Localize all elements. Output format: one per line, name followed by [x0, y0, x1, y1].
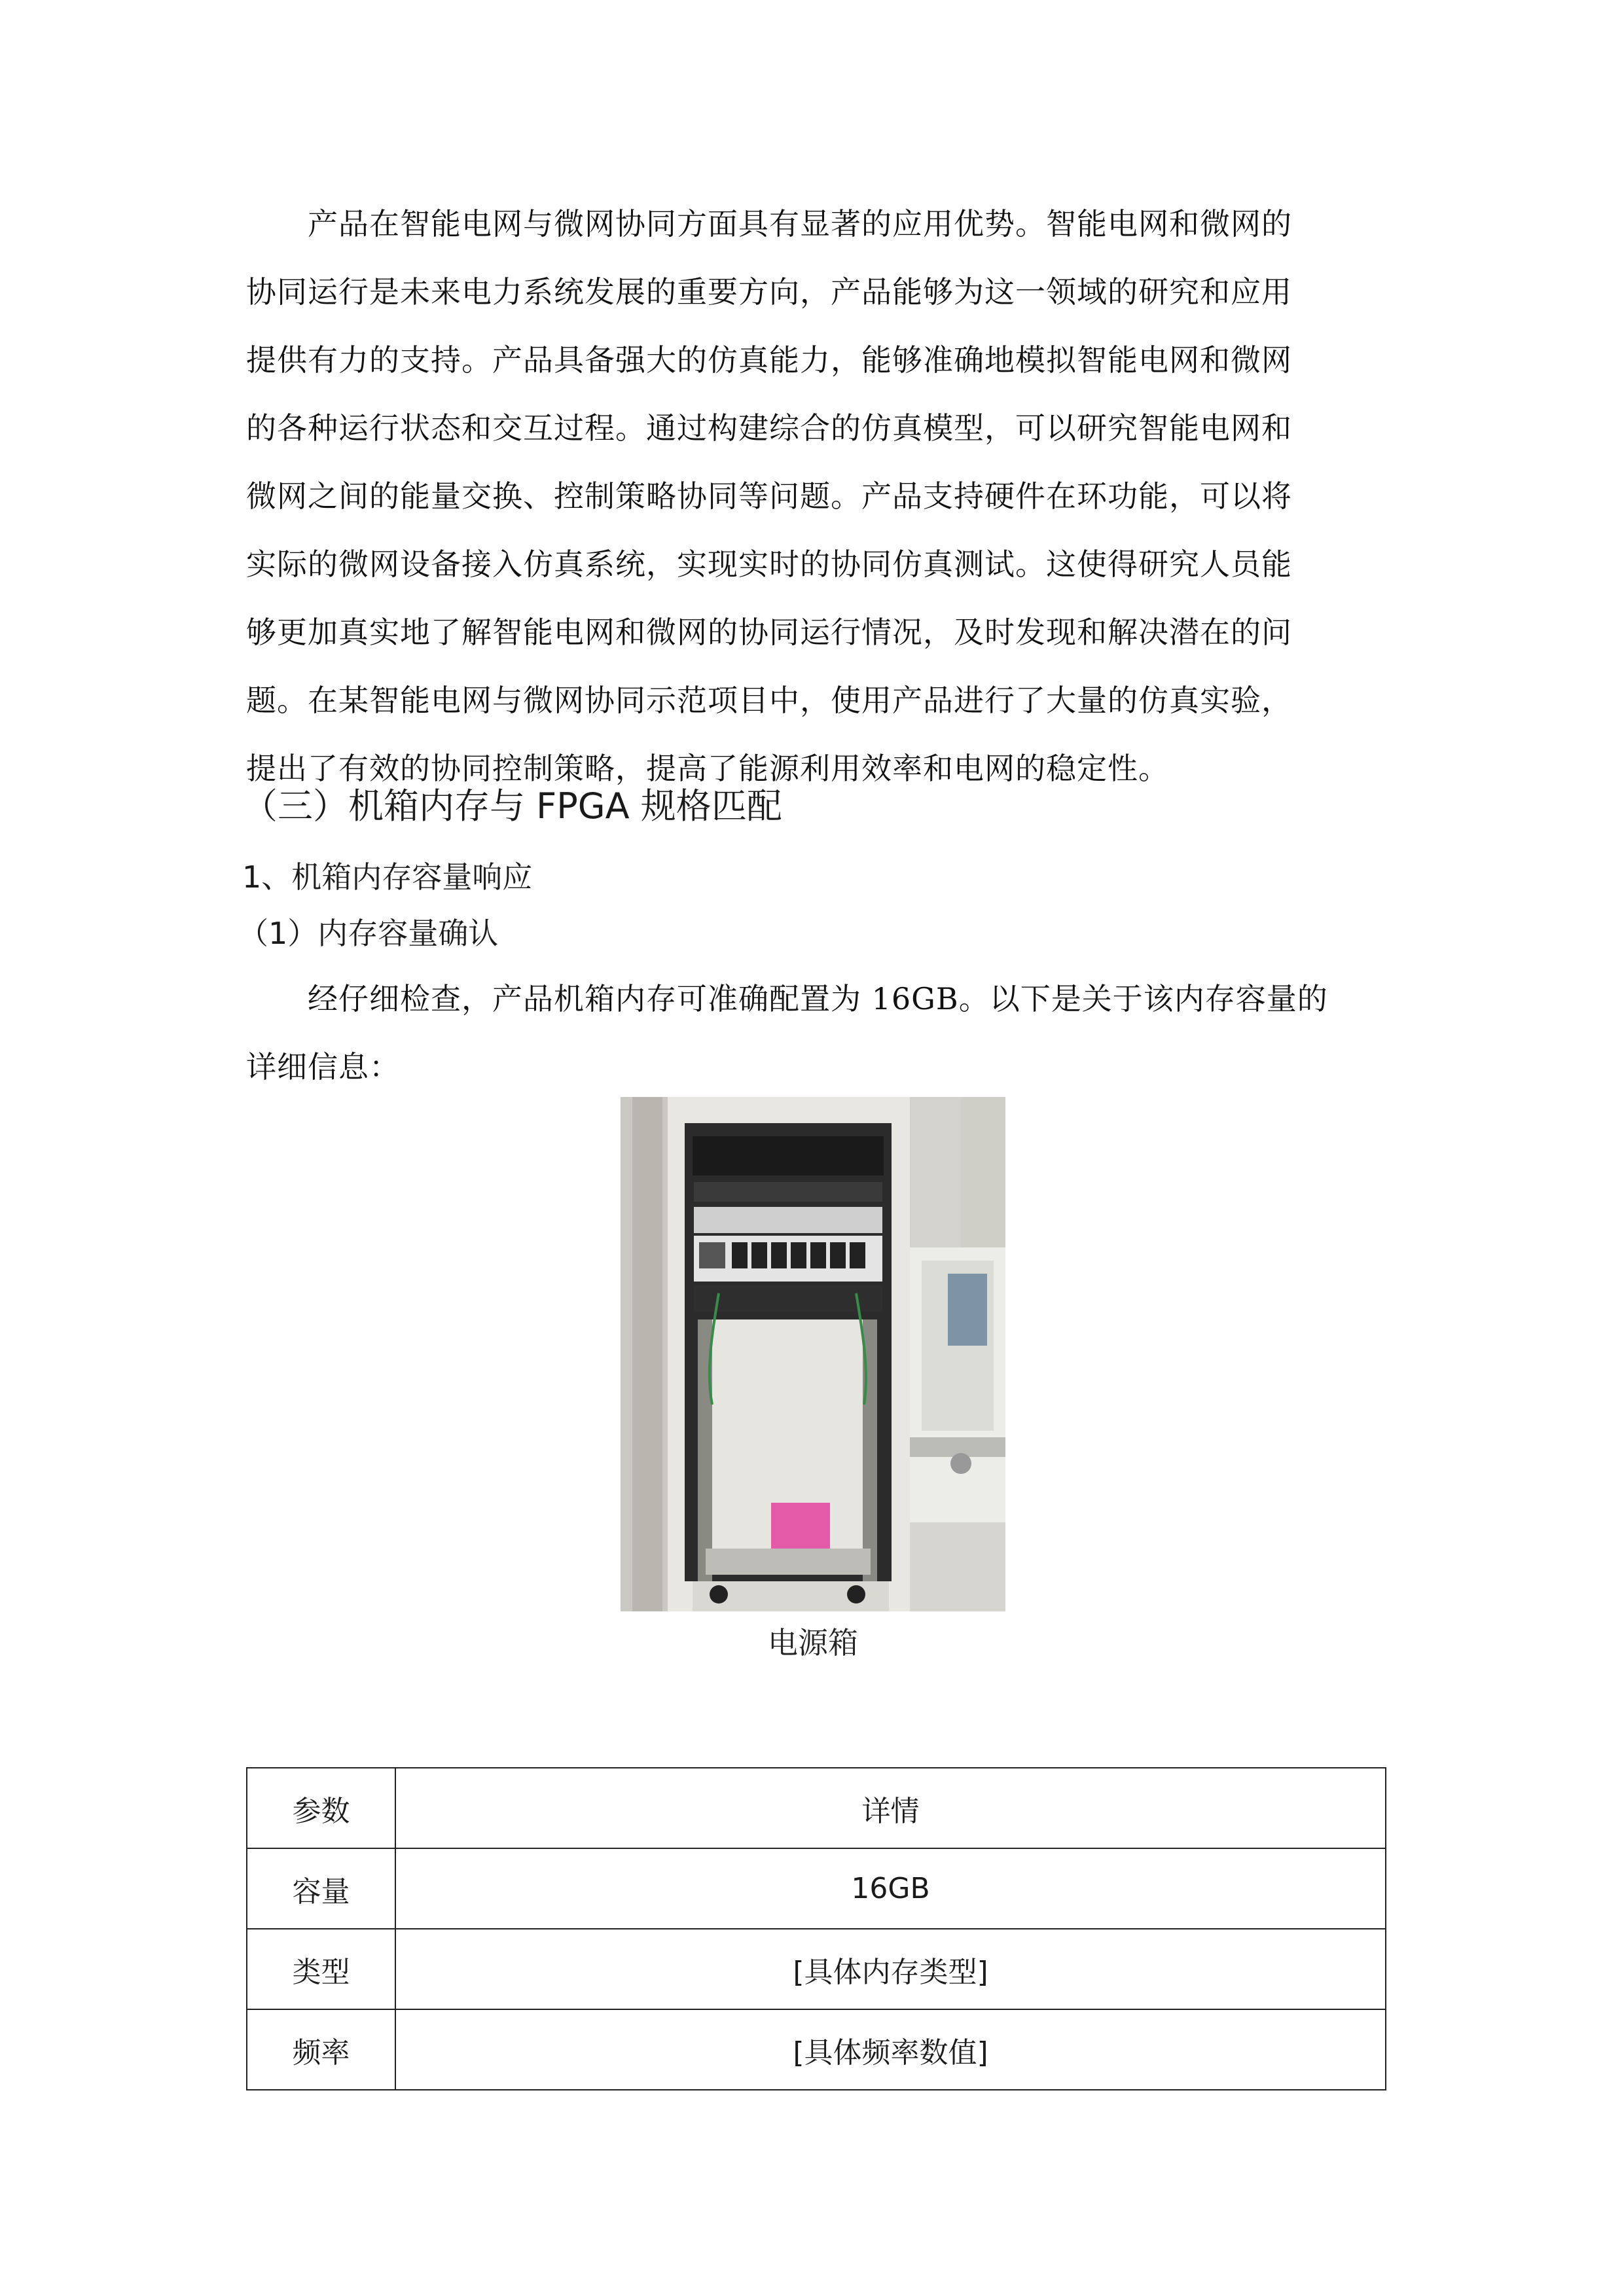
cabinet-illustration	[621, 1097, 1005, 1611]
text-line: 微网之间的能量交换、控制策略协同等问题。产品支持硬件在环功能，可以将	[246, 478, 1292, 514]
table-row	[247, 1929, 1386, 2009]
text-line: 提供有力的支持。产品具备强大的仿真能力，能够准确地模拟智能电网和微网	[246, 342, 1292, 378]
paragraph-smart-grid	[246, 190, 1388, 802]
table-header-row	[247, 1768, 1386, 1848]
header-cell: 参数	[247, 1768, 395, 1848]
table-cell: [具体内存类型]	[395, 1929, 1386, 2009]
figure-caption: 电源箱	[768, 1625, 858, 1660]
paragraph-memory-confirm	[246, 965, 1388, 1101]
subsubsection-heading: （1）内存容量确认	[238, 916, 499, 951]
header-cell: 详情	[395, 1768, 1386, 1848]
subsection-heading: 1、机箱内存容量响应	[242, 859, 533, 895]
text-line: 够更加真实地了解智能电网和微网的协同运行情况，及时发现和解决潜在的问	[246, 615, 1292, 650]
table-row	[247, 1848, 1386, 1929]
power-cabinet-photo	[621, 1097, 1005, 1611]
text-line: 的各种运行状态和交互过程。通过构建综合的仿真模型，可以研究智能电网和	[246, 410, 1292, 446]
table-cell: 16GB	[395, 1848, 1386, 1929]
text-line: 详细信息：	[246, 1049, 400, 1085]
text-line: 产品在智能电网与微网协同方面具有显著的应用优势。智能电网和微网的	[308, 206, 1292, 242]
table-cell: 类型	[247, 1929, 395, 2009]
table-cell: [具体频率数值]	[395, 2009, 1386, 2090]
table-cell: 容量	[247, 1848, 395, 1929]
text-line: 经仔细检查，产品机箱内存可准确配置为 16GB。以下是关于该内存容量的	[308, 981, 1328, 1016]
table-row	[247, 2009, 1386, 2090]
memory-spec-table	[246, 1767, 1386, 2090]
text-line: 题。在某智能电网与微网协同示范项目中，使用产品进行了大量的仿真实验，	[246, 683, 1292, 718]
section-heading: （三）机箱内存与 FPGA 规格匹配	[242, 785, 782, 827]
text-line: 实际的微网设备接入仿真系统，实现实时的协同仿真测试。这使得研究人员能	[246, 547, 1292, 582]
text-line: 提出了有效的协同控制策略，提高了能源利用效率和电网的稳定性。	[246, 751, 1169, 786]
text-line: 协同运行是未来电力系统发展的重要方向，产品能够为这一领域的研究和应用	[246, 274, 1292, 310]
table-cell: 频率	[247, 2009, 395, 2090]
